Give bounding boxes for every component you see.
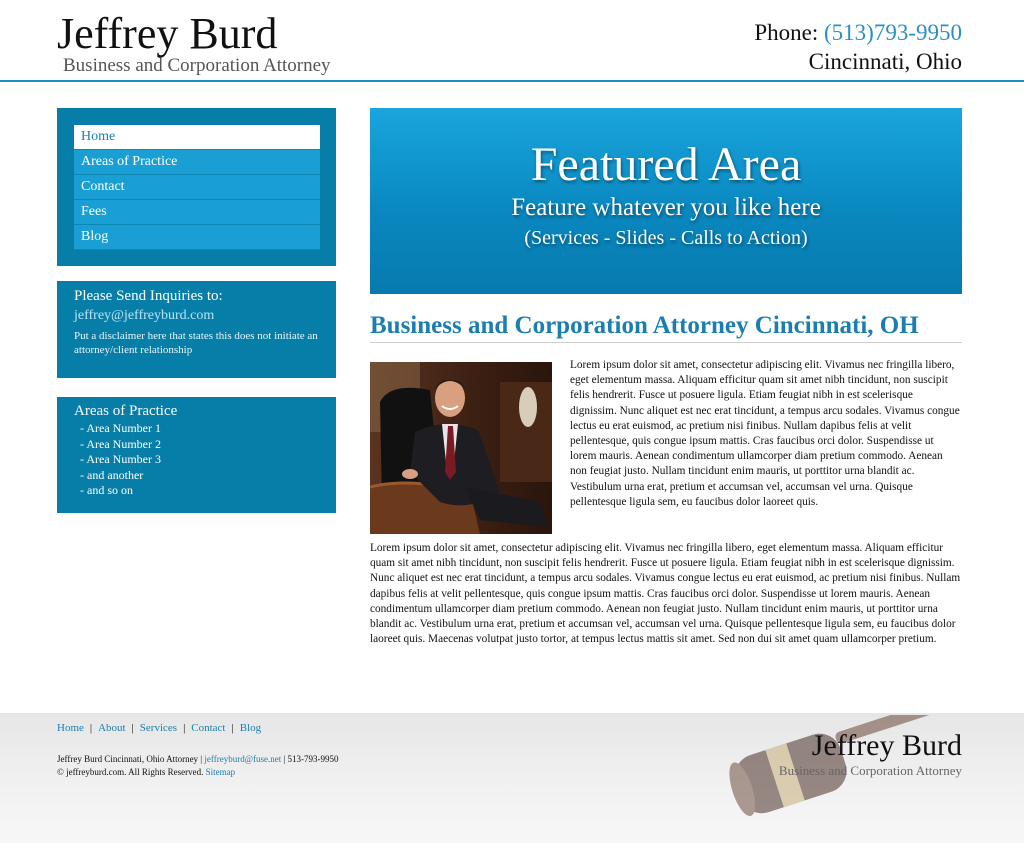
site-logo-name[interactable]: Jeffrey Burd: [57, 9, 278, 58]
inquiries-box: [57, 281, 336, 378]
areas-list: [74, 421, 320, 499]
footer-logo-tagline: Business and Corporation Attorney: [778, 763, 962, 778]
footer-info-line-1: [57, 753, 339, 766]
nav-item-blog[interactable]: Blog: [74, 225, 320, 250]
content-paragraph-2: Lorem ipsum dolor sit amet, consectetur adipiscing elit. Vivamus nec fringilla libero, eget elementum massa. Aliquam efficitur quam sit amet nibh tincidunt, non suscipit felis hendrerit. Fusce ut posuere ligula. Etiam feugiat nibh in est scelerisque dignissim. Nunc aliquet est nec erat tincidunt, a tempus arcu sodales. Vivamus congue lectus eu erat euismod, ac pretium nisi finibus. Nullam dapibus felis at velit pellentesque, quis congue ipsum mattis. Cras faucibus orci dolor. Suspendisse ut lorem mauris. Aenean condimentum ullamcorper diam pretium commodo. Aenean non feugiat justo. Nullam tincidunt enim mauris, ut porttitor urna blandit ac. Vestibulum urna erat, pretium et accumsan vel, accumsan vel urna. Quisque pellentesque ligula sem, eu faucibus dolor laoreet quis. Maecenas volutpat justo tortor, at tempus lectus mattis sit amet. Sed non dui sit amet quam ullamcorper pretium.: [370, 542, 961, 646]
attorney-photo: [370, 362, 552, 534]
site-logo-tagline: Business and Corporation Attorney: [63, 55, 331, 76]
footer-copyright: © jeffreyburd.com. All Rights Reserved.: [57, 767, 204, 777]
footer-separator: |: [183, 722, 186, 734]
footer-link-blog[interactable]: Blog: [239, 722, 262, 734]
footer-link-about[interactable]: About: [98, 722, 126, 734]
footer-separator: |: [231, 722, 234, 734]
footer-sitemap-link[interactable]: Sitemap: [205, 767, 236, 777]
areas-title: Areas of Practice: [74, 403, 178, 419]
main-nav: [57, 108, 336, 266]
footer-separator: |: [131, 722, 134, 734]
footer-info-suffix: | 513-793-9950: [283, 754, 339, 764]
header-city: Cincinnati, Ohio: [808, 49, 962, 74]
area-item[interactable]: - Area Number 1: [80, 421, 161, 435]
footer-nav: [57, 722, 261, 734]
featured-title: Featured Area: [530, 138, 802, 191]
footer-link-contact[interactable]: Contact: [191, 722, 226, 734]
site-header: [0, 0, 1024, 82]
area-item[interactable]: - and so on: [80, 483, 133, 497]
page-title: Business and Corporation Attorney Cincinnati, OH: [370, 312, 962, 343]
footer-info: [57, 753, 339, 779]
inquiries-disclaimer: Put a disclaimer here that states this does not initiate an attorney/client relationship: [74, 330, 318, 356]
areas-box: [57, 397, 336, 513]
inquiries-title: Please Send Inquiries to:: [74, 288, 223, 304]
header-phone: [754, 20, 962, 46]
area-item[interactable]: - and another: [80, 467, 144, 482]
nav-item-fees[interactable]: Fees: [74, 200, 320, 225]
content-paragraph-1: Lorem ipsum dolor sit amet, consectetur adipiscing elit. Vivamus nec fringilla libero, eget elementum massa. Aliquam efficitur quam sit amet nibh tincidunt, non suscipit felis hendrerit. Fusce ut posuere ligula. Etiam feugiat nibh in est scelerisque dignissim. Nunc aliquet est nec erat tincidunt, a tempus arcu sodales. Vivamus congue lectus eu erat euismod, ac pretium nisi finibus. Nullam dapibus felis at velit pellentesque, quis congue ipsum mattis. Cras faucibus orci dolor. Suspendisse ut lorem mauris. Aenean condimentum ullamcorper diam pretium commodo. Aenean non feugiat justo. Nullam tincidunt enim mauris, ut porttitor urna blandit ac. Vestibulum urna erat, pretium et accumsan vel, accumsan vel urna. Quisque pellentesque ligula sem, eu faucibus dolor laoreet quis.: [570, 359, 960, 508]
footer-info-line-2: [57, 766, 339, 779]
featured-subtitle: Feature whatever you like here: [511, 194, 821, 221]
inquiries-email-link[interactable]: jeffrey@jeffreyburd.com: [74, 308, 215, 323]
header-divider: [0, 80, 1024, 82]
nav-item-home[interactable]: Home: [74, 125, 320, 150]
footer-email-link[interactable]: jeffreyburd@fuse.net: [204, 754, 282, 764]
site-footer: [0, 713, 1024, 843]
nav-item-areas-of-practice[interactable]: Areas of Practice: [74, 150, 320, 175]
footer-link-services[interactable]: Services: [139, 722, 178, 734]
featured-subtitle-2: (Services - Slides - Calls to Action): [524, 227, 808, 249]
nav-item-contact[interactable]: Contact: [74, 175, 320, 200]
area-item[interactable]: - Area Number 3: [80, 452, 161, 466]
footer-info-prefix: Jeffrey Burd Cincinnati, Ohio Attorney |: [57, 754, 203, 764]
phone-number-link[interactable]: (513)793-9950: [824, 20, 962, 45]
featured-banner[interactable]: [370, 108, 962, 294]
phone-label: Phone:: [754, 20, 819, 45]
footer-separator: |: [89, 722, 93, 734]
area-item[interactable]: - Area Number 2: [80, 436, 161, 451]
footer-logo-name: Jeffrey Burd: [811, 729, 962, 762]
footer-link-home[interactable]: Home: [57, 722, 84, 734]
